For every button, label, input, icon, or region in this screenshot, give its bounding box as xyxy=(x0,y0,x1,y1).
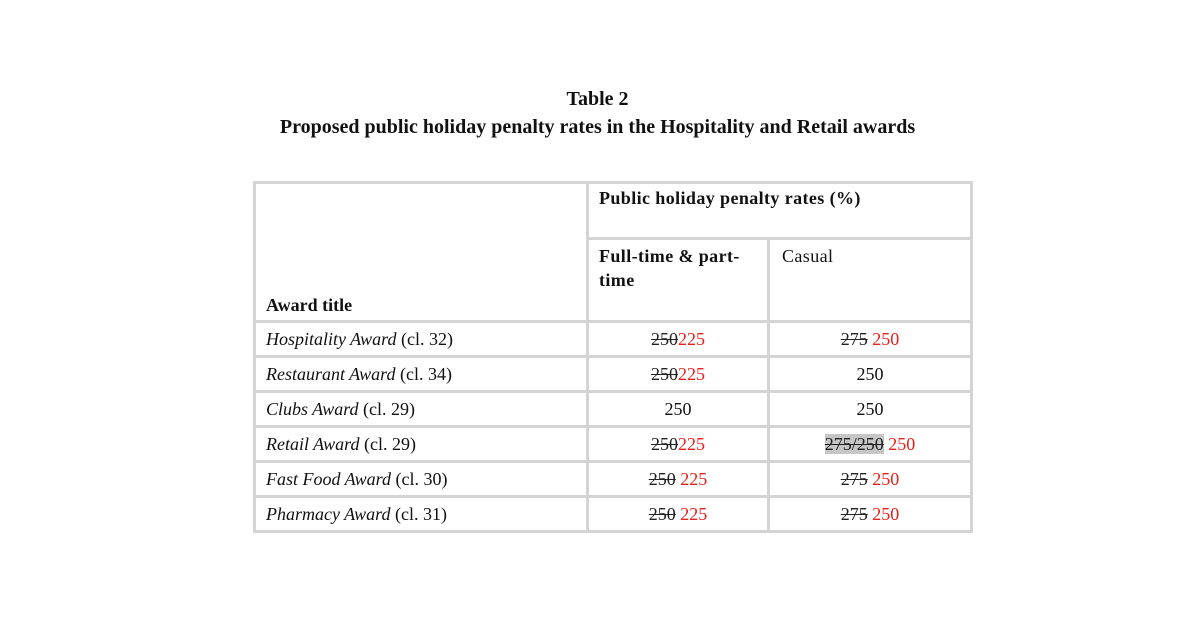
fulltime-rate-cell xyxy=(589,463,770,498)
proposed-rate: 225 xyxy=(680,504,708,524)
award-name-cell xyxy=(256,323,589,358)
table-row xyxy=(256,393,973,428)
table-caption-title: Proposed public holiday penalty rates in the Hospitality and Retail awards xyxy=(279,116,916,138)
table-row xyxy=(256,358,973,393)
award-clause: (cl. 31) xyxy=(390,504,447,524)
award-clause: (cl. 32) xyxy=(396,329,454,349)
award-name: Clubs Award xyxy=(266,399,359,419)
award-name: Hospitality Award xyxy=(266,329,397,349)
table-caption-number: Table 2 xyxy=(566,88,629,110)
award-name: Fast Food Award xyxy=(266,469,392,489)
fulltime-rate-cell xyxy=(589,428,770,463)
award-name-cell xyxy=(256,498,589,533)
award-clause: (cl. 34) xyxy=(395,364,452,384)
proposed-rate: 250 xyxy=(872,469,900,489)
award-name-cell xyxy=(256,393,589,428)
award-name-cell xyxy=(256,463,589,498)
casual-rate-cell xyxy=(770,428,973,463)
award-name-cell xyxy=(256,358,589,393)
casual-rate-cell xyxy=(770,323,973,358)
current-rate: 275 xyxy=(840,504,868,524)
header-award-title xyxy=(256,184,589,323)
fulltime-rate-cell xyxy=(589,358,770,393)
casual-rate-cell xyxy=(770,358,973,393)
current-rate: 250 xyxy=(648,504,676,524)
current-rate: 275 xyxy=(840,329,868,349)
header-penalty-rates-group: Public holiday penalty rates (%) xyxy=(589,184,973,240)
proposed-rate: 225 xyxy=(678,329,705,349)
award-name: Pharmacy Award xyxy=(266,504,391,524)
table-row xyxy=(256,428,973,463)
proposed-rate: 225 xyxy=(678,434,705,454)
current-rate-highlighted: 275/250 xyxy=(824,434,884,454)
current-rate: 275 xyxy=(840,469,868,489)
award-clause: (cl. 29) xyxy=(359,434,416,454)
casual-rate-cell xyxy=(770,393,973,428)
current-rate: 250 xyxy=(651,434,678,454)
casual-rate-cell xyxy=(770,498,973,533)
award-name: Restaurant Award xyxy=(266,364,396,384)
award-name-cell xyxy=(256,428,589,463)
current-rate: 250 xyxy=(648,469,676,489)
unchanged-rate: 250 xyxy=(856,364,884,384)
header-award-title-text: Award title xyxy=(266,295,353,315)
proposed-rate: 250 xyxy=(872,504,900,524)
table-row xyxy=(256,463,973,498)
current-rate: 250 xyxy=(651,329,678,349)
proposed-rate: 250 xyxy=(888,434,916,454)
penalty-rates-table xyxy=(253,181,973,533)
award-clause: (cl. 29) xyxy=(358,399,416,419)
fulltime-rate-cell xyxy=(589,323,770,358)
award-name: Retail Award xyxy=(266,434,360,454)
fulltime-rate-cell xyxy=(589,498,770,533)
header-casual: Casual xyxy=(770,240,973,323)
current-rate: 250 xyxy=(651,364,678,384)
award-clause: (cl. 30) xyxy=(391,469,448,489)
header-fulltime: Full-time & part-time xyxy=(589,240,770,323)
table-row xyxy=(256,498,973,533)
proposed-rate: 250 xyxy=(872,329,900,349)
casual-rate-cell xyxy=(770,463,973,498)
proposed-rate: 225 xyxy=(680,469,708,489)
fulltime-rate-cell xyxy=(589,393,770,428)
unchanged-rate: 250 xyxy=(664,399,692,419)
proposed-rate: 225 xyxy=(678,364,705,384)
table-row xyxy=(256,323,973,358)
unchanged-rate: 250 xyxy=(856,399,884,419)
